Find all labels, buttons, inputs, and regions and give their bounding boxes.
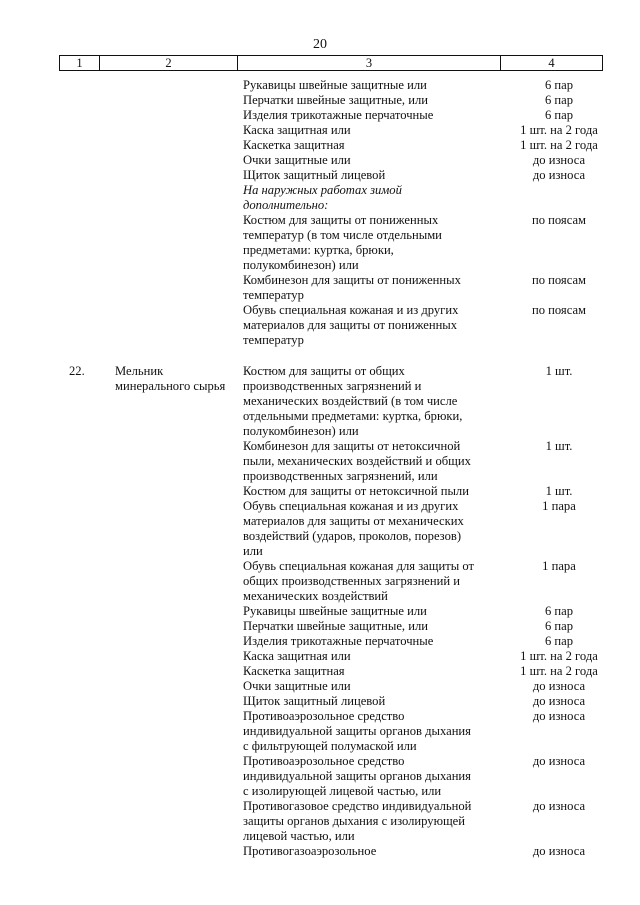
entry-number bbox=[69, 739, 115, 754]
profession-name bbox=[115, 799, 243, 814]
table-row bbox=[0, 318, 640, 333]
profession-name bbox=[115, 634, 243, 649]
table-row bbox=[0, 183, 640, 198]
profession-name bbox=[115, 333, 243, 348]
entry-number bbox=[69, 709, 115, 724]
issue-norm: 1 шт. bbox=[545, 364, 573, 378]
issue-norm bbox=[504, 228, 614, 243]
ppe-item: отдельными предметами: куртка, брюки, bbox=[243, 409, 463, 423]
table-row bbox=[0, 379, 640, 394]
issue-norm bbox=[504, 829, 614, 844]
profession-name bbox=[115, 183, 243, 198]
ppe-item: Костюм для защиты от общих bbox=[243, 364, 405, 378]
issue-norm bbox=[504, 784, 614, 799]
profession-name bbox=[115, 559, 243, 574]
profession-name bbox=[115, 78, 243, 93]
table-row bbox=[0, 153, 640, 168]
profession-name bbox=[115, 213, 243, 228]
entry-number bbox=[69, 168, 115, 183]
issue-norm: 6 пар bbox=[544, 78, 574, 92]
profession-name bbox=[115, 499, 243, 514]
issue-norm: 6 пар bbox=[544, 93, 574, 107]
ppe-item: с фильтрующей полумаской или bbox=[243, 739, 417, 753]
issue-norm bbox=[504, 318, 614, 333]
issue-norm: 6 пар bbox=[544, 634, 574, 648]
entry-number bbox=[69, 559, 115, 574]
profession-name bbox=[115, 153, 243, 168]
table-row bbox=[0, 288, 640, 303]
entry-number bbox=[69, 829, 115, 844]
profession-name bbox=[115, 93, 243, 108]
entry-number bbox=[69, 679, 115, 694]
ppe-item: защиты органов дыхания с изолирующей bbox=[243, 814, 466, 828]
entry-number bbox=[69, 78, 115, 93]
issue-norm: по поясам bbox=[531, 303, 587, 317]
profession-name bbox=[115, 273, 243, 288]
entry-number bbox=[69, 694, 115, 709]
table-row bbox=[0, 198, 640, 213]
ppe-item: производственных загрязнений и bbox=[243, 379, 422, 393]
profession-name bbox=[115, 604, 243, 619]
ppe-item: Каскетка защитная bbox=[243, 138, 345, 152]
profession-name bbox=[115, 619, 243, 634]
ppe-item: Щиток защитный лицевой bbox=[243, 694, 386, 708]
issue-norm: до износа bbox=[532, 709, 586, 723]
ppe-item: индивидуальной защиты органов дыхания bbox=[243, 724, 471, 738]
entry-number bbox=[69, 664, 115, 679]
ppe-item: Очки защитные или bbox=[243, 679, 351, 693]
ppe-item: На наружных работах зимой bbox=[243, 183, 402, 197]
profession-name bbox=[115, 394, 243, 409]
profession-name bbox=[115, 303, 243, 318]
table-row bbox=[0, 664, 640, 679]
issue-norm: 1 шт. bbox=[545, 484, 573, 498]
profession-name: минерального сырья bbox=[115, 379, 226, 393]
table-row bbox=[0, 649, 640, 664]
entry-number bbox=[69, 799, 115, 814]
ppe-item: Каска защитная или bbox=[243, 123, 351, 137]
table-row bbox=[0, 258, 640, 273]
issue-norm: до износа bbox=[532, 679, 586, 693]
entry-number bbox=[69, 529, 115, 544]
issue-norm: по поясам bbox=[531, 213, 587, 227]
ppe-item: Каскетка защитная bbox=[243, 664, 345, 678]
entry-number bbox=[69, 754, 115, 769]
ppe-item: пыли, механических воздействий и общих bbox=[243, 454, 471, 468]
entry-number bbox=[69, 439, 115, 454]
issue-norm: 1 шт. bbox=[545, 439, 573, 453]
table-row bbox=[0, 814, 640, 829]
table-row bbox=[0, 364, 640, 379]
table-row bbox=[0, 123, 640, 138]
entry-number bbox=[69, 138, 115, 153]
header-col-3: 3 bbox=[238, 56, 501, 70]
entry-number bbox=[69, 258, 115, 273]
entry-number bbox=[69, 198, 115, 213]
entry-number bbox=[69, 303, 115, 318]
issue-norm: 1 шт. на 2 года bbox=[520, 664, 598, 678]
entry-number bbox=[69, 333, 115, 348]
table-row bbox=[0, 529, 640, 544]
ppe-item: дополнительно: bbox=[243, 198, 329, 212]
table-row bbox=[0, 469, 640, 484]
ppe-item: Костюм для защиты от пониженных bbox=[243, 213, 439, 227]
ppe-item: температур bbox=[243, 288, 304, 302]
issue-norm bbox=[504, 514, 614, 529]
entry-number bbox=[69, 394, 115, 409]
profession-name bbox=[115, 469, 243, 484]
entry-number bbox=[69, 93, 115, 108]
ppe-item: производственных загрязнений, или bbox=[243, 469, 438, 483]
ppe-item: материалов для защиты от пониженных bbox=[243, 318, 458, 332]
table-row bbox=[0, 499, 640, 514]
header-col-1: 1 bbox=[60, 56, 100, 70]
entry-number bbox=[69, 454, 115, 469]
entry-number: 22. bbox=[69, 364, 85, 378]
entry-number bbox=[69, 318, 115, 333]
table-row bbox=[0, 574, 640, 589]
issue-norm bbox=[504, 288, 614, 303]
issue-norm bbox=[504, 469, 614, 484]
table-row bbox=[0, 679, 640, 694]
ppe-item: Противоаэрозольное средство bbox=[243, 709, 405, 723]
issue-norm bbox=[504, 544, 614, 559]
issue-norm: 6 пар bbox=[544, 604, 574, 618]
table-row bbox=[0, 439, 640, 454]
table-row bbox=[0, 213, 640, 228]
ppe-item: индивидуальной защиты органов дыхания bbox=[243, 769, 471, 783]
profession-name bbox=[115, 739, 243, 754]
ppe-item: лицевой частью, или bbox=[243, 829, 355, 843]
entry-number bbox=[69, 649, 115, 664]
ppe-item: механических воздействий bbox=[243, 589, 388, 603]
profession-name bbox=[115, 724, 243, 739]
table-row bbox=[0, 754, 640, 769]
ppe-item: воздействий (ударов, проколов, порезов) bbox=[243, 529, 462, 543]
profession-name bbox=[115, 679, 243, 694]
table-row bbox=[0, 769, 640, 784]
table-row bbox=[0, 484, 640, 499]
ppe-item: материалов для защиты от механических bbox=[243, 514, 464, 528]
ppe-item: Обувь специальная кожаная для защиты от bbox=[243, 559, 474, 573]
table-row bbox=[0, 78, 640, 93]
issue-norm: 1 пара bbox=[542, 499, 576, 513]
issue-norm bbox=[504, 814, 614, 829]
ppe-item: с изолирующей лицевой частью, или bbox=[243, 784, 442, 798]
table-row bbox=[0, 724, 640, 739]
profession-name bbox=[115, 168, 243, 183]
ppe-item: Комбинезон для защиты от нетоксичной bbox=[243, 439, 461, 453]
ppe-item: Рукавицы швейные защитные или bbox=[243, 604, 427, 618]
profession-name bbox=[115, 574, 243, 589]
issue-norm: до износа bbox=[532, 168, 586, 182]
profession-name bbox=[115, 769, 243, 784]
profession-name bbox=[115, 754, 243, 769]
entry-number bbox=[69, 123, 115, 138]
issue-norm: 6 пар bbox=[544, 619, 574, 633]
page-number: 20 bbox=[313, 37, 327, 52]
ppe-item: или bbox=[243, 544, 263, 558]
table-row bbox=[0, 303, 640, 318]
issue-norm bbox=[504, 258, 614, 273]
profession-name bbox=[115, 709, 243, 724]
ppe-item: температур (в том числе отдельными bbox=[243, 228, 442, 242]
ppe-item: Изделия трикотажные перчаточные bbox=[243, 634, 434, 648]
profession-name bbox=[115, 784, 243, 799]
table-row bbox=[0, 273, 640, 288]
entry-number bbox=[69, 499, 115, 514]
entry-number bbox=[69, 273, 115, 288]
entry-number bbox=[69, 784, 115, 799]
table-row bbox=[0, 108, 640, 123]
table-row bbox=[0, 784, 640, 799]
entry-number bbox=[69, 153, 115, 168]
entry-number bbox=[69, 228, 115, 243]
issue-norm: 1 шт. на 2 года bbox=[520, 649, 598, 663]
issue-norm bbox=[504, 529, 614, 544]
entry-number bbox=[69, 288, 115, 303]
table-row bbox=[0, 93, 640, 108]
table-row bbox=[0, 454, 640, 469]
table-row bbox=[0, 228, 640, 243]
table-row bbox=[0, 559, 640, 574]
ppe-item: Противоаэрозольное средство bbox=[243, 754, 405, 768]
table-row bbox=[0, 739, 640, 754]
entry-number bbox=[69, 484, 115, 499]
table-row bbox=[0, 634, 640, 649]
table-row bbox=[0, 394, 640, 409]
issue-norm bbox=[504, 409, 614, 424]
entry-number bbox=[69, 814, 115, 829]
profession-name: Мельник bbox=[115, 364, 164, 378]
issue-norm bbox=[504, 394, 614, 409]
issue-norm bbox=[504, 243, 614, 258]
header-col-4: 4 bbox=[548, 56, 555, 70]
issue-norm: 1 пара bbox=[542, 559, 576, 573]
profession-name bbox=[115, 664, 243, 679]
entry-number bbox=[69, 469, 115, 484]
table-row bbox=[0, 168, 640, 183]
ppe-item: полукомбинезон) или bbox=[243, 258, 359, 272]
entry-number bbox=[69, 108, 115, 123]
issue-norm bbox=[504, 589, 614, 604]
issue-norm bbox=[504, 333, 614, 348]
issue-norm: 6 пар bbox=[544, 108, 574, 122]
table-row bbox=[0, 844, 640, 859]
ppe-item: Противогазоаэрозольное bbox=[243, 844, 377, 858]
ppe-item: Рукавицы швейные защитные или bbox=[243, 78, 427, 92]
ppe-item: механических воздействий (в том числе bbox=[243, 394, 458, 408]
entry-number bbox=[69, 604, 115, 619]
issue-norm bbox=[504, 769, 614, 784]
profession-name bbox=[115, 529, 243, 544]
ppe-item: Комбинезон для защиты от пониженных bbox=[243, 273, 461, 287]
profession-name bbox=[115, 288, 243, 303]
entry-number bbox=[69, 619, 115, 634]
entry-number bbox=[69, 574, 115, 589]
ppe-item: общих производственных загрязнений и bbox=[243, 574, 461, 588]
issue-norm bbox=[504, 379, 614, 394]
ppe-item: Каска защитная или bbox=[243, 649, 351, 663]
ppe-item: Обувь специальная кожаная и из других bbox=[243, 303, 459, 317]
profession-name bbox=[115, 228, 243, 243]
ppe-item: Изделия трикотажные перчаточные bbox=[243, 108, 434, 122]
ppe-item: Обувь специальная кожаная и из других bbox=[243, 499, 459, 513]
table-row bbox=[0, 829, 640, 844]
issue-norm: 1 шт. на 2 года bbox=[520, 138, 598, 152]
profession-name bbox=[115, 649, 243, 664]
ppe-item: полукомбинезон) или bbox=[243, 424, 359, 438]
entry-number bbox=[69, 844, 115, 859]
table-row bbox=[0, 424, 640, 439]
issue-norm: до износа bbox=[532, 799, 586, 813]
profession-name bbox=[115, 484, 243, 499]
table-row bbox=[0, 799, 640, 814]
entry-number bbox=[69, 424, 115, 439]
entry-number bbox=[69, 514, 115, 529]
ppe-item: Щиток защитный лицевой bbox=[243, 168, 386, 182]
issue-norm: до износа bbox=[532, 153, 586, 167]
ppe-item: Очки защитные или bbox=[243, 153, 351, 167]
issue-norm bbox=[504, 739, 614, 754]
issue-norm: 1 шт. на 2 года bbox=[520, 123, 598, 137]
ppe-item: Перчатки швейные защитные, или bbox=[243, 93, 428, 107]
profession-name bbox=[115, 123, 243, 138]
issue-norm: до износа bbox=[532, 694, 586, 708]
issue-norm bbox=[504, 198, 614, 213]
ppe-item: температур bbox=[243, 333, 304, 347]
entry-number bbox=[69, 769, 115, 784]
profession-name bbox=[115, 589, 243, 604]
ppe-item: предметами: куртка, брюки, bbox=[243, 243, 394, 257]
table-body bbox=[0, 78, 640, 859]
table-row bbox=[0, 619, 640, 634]
ppe-item: Перчатки швейные защитные, или bbox=[243, 619, 428, 633]
issue-norm bbox=[504, 183, 614, 198]
profession-name bbox=[115, 454, 243, 469]
table-row bbox=[0, 709, 640, 724]
profession-name bbox=[115, 694, 243, 709]
profession-name bbox=[115, 844, 243, 859]
issue-norm bbox=[504, 574, 614, 589]
profession-name bbox=[115, 258, 243, 273]
profession-name bbox=[115, 108, 243, 123]
issue-norm: до износа bbox=[532, 754, 586, 768]
table-row bbox=[0, 409, 640, 424]
table-row bbox=[0, 333, 640, 348]
profession-name bbox=[115, 198, 243, 213]
table-row bbox=[0, 589, 640, 604]
entry-number bbox=[69, 544, 115, 559]
profession-name bbox=[115, 514, 243, 529]
profession-name bbox=[115, 544, 243, 559]
issue-norm: до износа bbox=[532, 844, 586, 858]
entry-number bbox=[69, 409, 115, 424]
entry-number bbox=[69, 634, 115, 649]
table-row bbox=[0, 544, 640, 559]
profession-name bbox=[115, 138, 243, 153]
entry-number bbox=[69, 213, 115, 228]
entry-number bbox=[69, 379, 115, 394]
table-row bbox=[0, 138, 640, 153]
profession-name bbox=[115, 439, 243, 454]
row-gap bbox=[0, 348, 640, 364]
profession-name bbox=[115, 829, 243, 844]
ppe-item: Костюм для защиты от нетоксичной пыли bbox=[243, 484, 469, 498]
entry-number bbox=[69, 183, 115, 198]
issue-norm: по поясам bbox=[531, 273, 587, 287]
table-row bbox=[0, 514, 640, 529]
issue-norm bbox=[504, 424, 614, 439]
entry-number bbox=[69, 589, 115, 604]
entry-number bbox=[69, 724, 115, 739]
table-header bbox=[59, 55, 603, 71]
profession-name bbox=[115, 243, 243, 258]
issue-norm bbox=[504, 724, 614, 739]
ppe-item: Противогазовое средство индивидуальной bbox=[243, 799, 472, 813]
table-row bbox=[0, 604, 640, 619]
issue-norm bbox=[504, 454, 614, 469]
profession-name bbox=[115, 318, 243, 333]
profession-name bbox=[115, 814, 243, 829]
table-row bbox=[0, 243, 640, 258]
profession-name bbox=[115, 424, 243, 439]
entry-number bbox=[69, 243, 115, 258]
header-col-2: 2 bbox=[100, 56, 238, 70]
profession-name bbox=[115, 409, 243, 424]
table-row bbox=[0, 694, 640, 709]
